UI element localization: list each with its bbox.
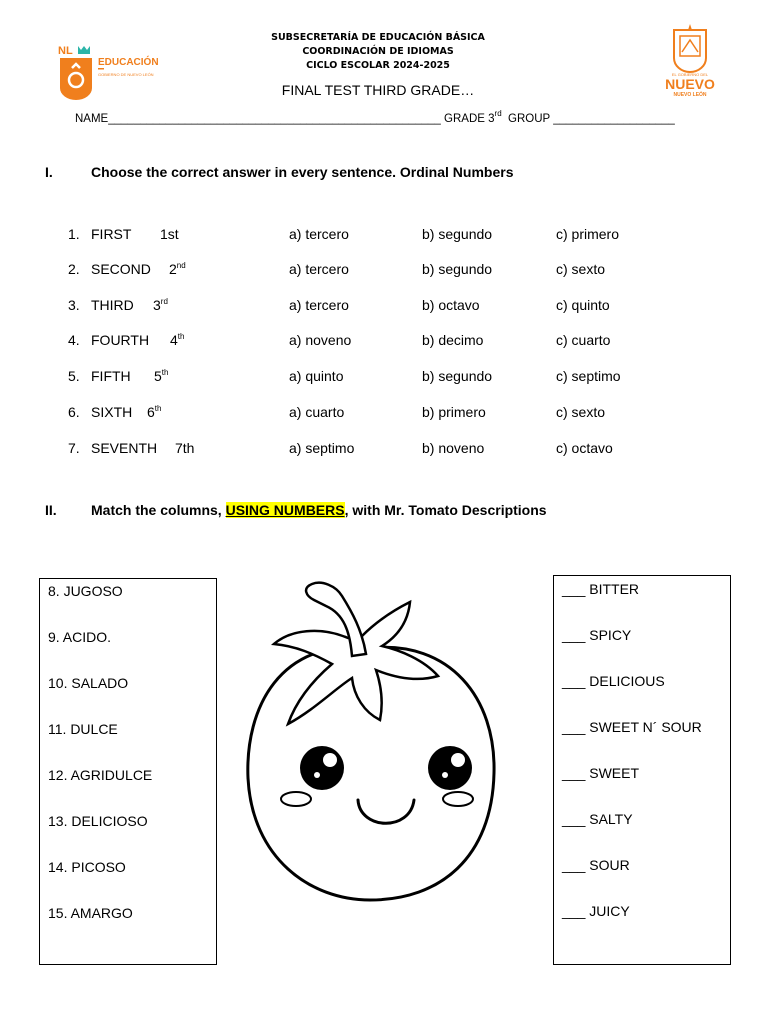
english-word-item[interactable]: ___ SOUR — [562, 857, 630, 873]
english-word-item[interactable]: ___ SWEET N´ SOUR — [562, 719, 702, 735]
option-b[interactable]: b) segundo — [422, 261, 493, 277]
question-row — [0, 261, 768, 281]
english-word-item[interactable]: ___ SPICY — [562, 627, 632, 643]
tomato-illustration — [240, 578, 500, 908]
option-c[interactable]: c) octavo — [556, 440, 613, 456]
grade-label: GRADE 3 — [444, 113, 495, 125]
question-word: SIXTH — [91, 404, 133, 420]
ordinal-number: 1st — [160, 226, 179, 242]
question-number: 2. — [68, 261, 80, 277]
section2-title-pre: Match the columns, — [91, 502, 226, 518]
ordinal-number: 5 — [154, 368, 162, 384]
question-number: 1. — [68, 226, 80, 242]
question-word: FIRST — [91, 226, 132, 242]
english-word-item[interactable]: ___ SWEET — [562, 765, 640, 781]
question-number: 5. — [68, 368, 80, 384]
option-c[interactable]: c) primero — [556, 226, 620, 242]
section2-title-post: , with Mr. Tomato Descriptions — [344, 502, 547, 518]
option-c[interactable]: c) cuarto — [556, 332, 611, 348]
question-row — [0, 368, 768, 388]
ordinal-suffix: nd — [176, 261, 186, 270]
option-c[interactable]: c) sexto — [556, 261, 606, 277]
ordinal-suffix: th — [154, 404, 162, 413]
question-ordinal — [170, 332, 184, 348]
english-word-item[interactable]: ___ DELICIOUS — [562, 673, 665, 689]
spanish-word-item: 9. ACIDO. — [48, 629, 112, 645]
logo-education-text: EDUCACIÓN — [98, 57, 159, 68]
logo-sub-text: GOBIERNO DE NUEVO LEÓN — [98, 72, 154, 77]
question-word: THIRD — [91, 297, 134, 313]
logo-right-top-text: EL GOBIERNO DEL — [671, 72, 709, 77]
section1-number: I. — [45, 164, 53, 180]
spanish-word-item: 12. AGRIDULCE — [48, 767, 153, 783]
section1-title: Choose the correct answer in every sentence. Ordinal Numbers — [91, 164, 514, 180]
english-word-item[interactable]: ___ BITTER — [562, 581, 640, 597]
name-label: NAME — [75, 113, 109, 125]
option-a[interactable]: a) quinto — [289, 368, 344, 384]
grade-sup: rd — [494, 109, 502, 118]
option-b[interactable]: b) octavo — [422, 297, 480, 313]
option-c[interactable]: c) quinto — [556, 297, 610, 313]
option-c[interactable]: c) septimo — [556, 368, 621, 384]
logo-right-sub-text: NUEVO LEÓN — [673, 92, 707, 98]
page-title: FINAL TEST THIRD GRADE… — [281, 82, 475, 98]
question-number: 3. — [68, 297, 80, 313]
question-word: SECOND — [91, 261, 151, 277]
spanish-word-item: 13. DELICIOSO — [48, 813, 148, 829]
question-row — [0, 226, 768, 246]
ordinal-number: 3 — [153, 297, 161, 313]
section2-title — [91, 502, 547, 518]
section2-title-highlight: USING NUMBERS — [225, 502, 345, 518]
option-a[interactable]: a) noveno — [289, 332, 352, 348]
ordinal-number: 2 — [169, 261, 177, 277]
ordinal-suffix: rd — [160, 297, 168, 306]
english-word-item[interactable]: ___ JUICY — [562, 903, 630, 919]
logo-nl-text: NL — [58, 45, 73, 57]
spanish-word-item: 8. JUGOSO — [48, 583, 123, 599]
option-b[interactable]: b) decimo — [422, 332, 484, 348]
english-word-item[interactable]: ___ SALTY — [562, 811, 633, 827]
tomato-left-eye — [300, 746, 344, 790]
question-word: FOURTH — [91, 332, 150, 348]
spanish-word-item: 10. SALADO — [48, 675, 129, 691]
ordinal-number: 6 — [147, 404, 155, 420]
option-c[interactable]: c) sexto — [556, 404, 606, 420]
option-b[interactable]: b) primero — [422, 404, 486, 420]
question-row — [0, 440, 768, 460]
question-row — [0, 404, 768, 424]
nuevo-leon-logo — [660, 22, 720, 100]
question-number: 4. — [68, 332, 80, 348]
option-a[interactable]: a) tercero — [289, 226, 349, 242]
spanish-word-item: 14. PICOSO — [48, 859, 126, 875]
question-row — [0, 332, 768, 352]
option-a[interactable]: a) tercero — [289, 297, 349, 313]
question-word: SEVENTH — [91, 440, 158, 456]
question-number: 7. — [68, 440, 80, 456]
option-b[interactable]: b) segundo — [422, 368, 493, 384]
name-grade-group-line — [75, 109, 675, 125]
ordinal-suffix: th — [161, 368, 169, 377]
ordinal-number: 7th — [175, 440, 195, 456]
group-blank[interactable]: ___________________ — [553, 113, 675, 125]
ordinal-suffix: th — [177, 332, 185, 341]
header-line-1: SUBSECRETARÍA DE EDUCACIÓN BÁSICA — [271, 32, 485, 43]
option-b[interactable]: b) noveno — [422, 440, 485, 456]
group-label: GROUP — [508, 113, 551, 125]
tomato-right-eye — [428, 746, 472, 790]
question-ordinal — [160, 226, 179, 242]
ordinal-number: 4 — [170, 332, 178, 348]
question-ordinal — [153, 297, 168, 313]
header-line-3: CICLO ESCOLAR 2024-2025 — [306, 60, 450, 71]
question-ordinal — [175, 440, 194, 456]
question-ordinal — [154, 368, 168, 384]
question-number: 6. — [68, 404, 80, 420]
section2-number: II. — [45, 502, 57, 518]
option-a[interactable]: a) cuarto — [289, 404, 345, 420]
name-blank[interactable]: ____________________________________________________ — [108, 113, 441, 125]
question-ordinal — [169, 261, 186, 277]
option-a[interactable]: a) septimo — [289, 440, 355, 456]
spanish-word-item: 15. AMARGO — [48, 905, 133, 921]
option-a[interactable]: a) tercero — [289, 261, 349, 277]
logo-right-main-text: NUEVO — [665, 76, 715, 92]
spanish-word-item: 11. DULCE — [48, 721, 118, 737]
question-row — [0, 297, 768, 317]
option-b[interactable]: b) segundo — [422, 226, 493, 242]
header-line-2: COORDINACIÓN DE IDIOMAS — [302, 46, 454, 57]
question-word: FIFTH — [91, 368, 131, 384]
question-ordinal — [147, 404, 161, 420]
education-logo — [58, 44, 168, 100]
